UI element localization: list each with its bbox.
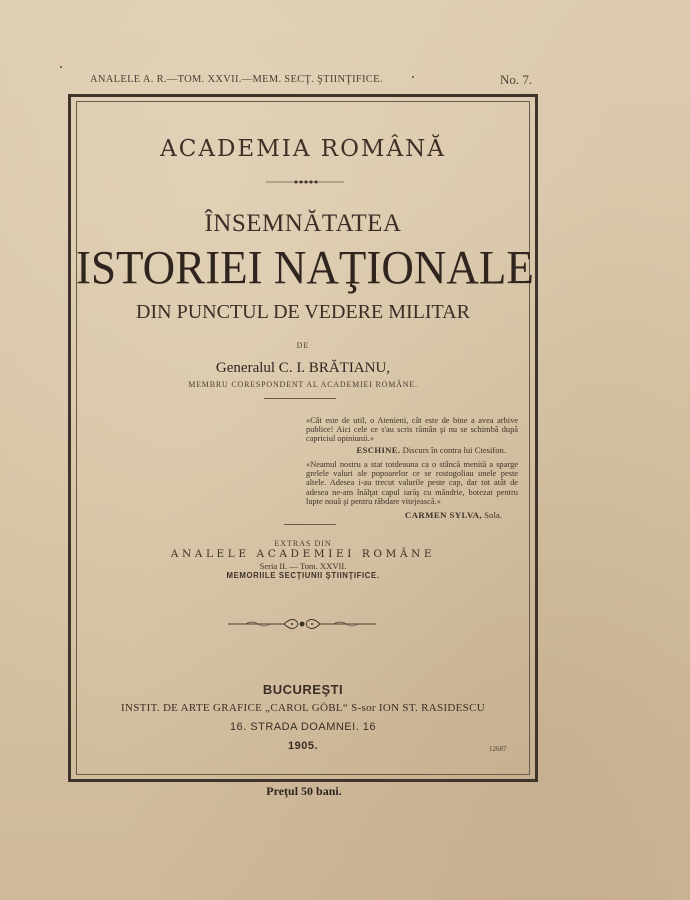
paper-speck	[412, 76, 414, 78]
flourish-ornament	[226, 616, 378, 632]
print-code: 12687	[489, 745, 507, 753]
author-title: MEMBRU CORESPONDENT AL ACADEMIEI ROMÂNE.	[188, 380, 418, 389]
dotted-rule-ornament	[266, 178, 344, 186]
extract-source: ANALELE ACADEMIEI ROMÂNE	[170, 548, 436, 560]
imprint-address: 16. STRADA DOAMNEI. 16	[229, 721, 377, 733]
by-label: DE	[296, 341, 310, 350]
epigraph-quote-2: «Neamul nostru a stat totdeauna ca o stâncă menită a sparge grelele valuri ale popoarelor ce se rostogoliau unele peste altele. Adesea i-au trecut valurile peste cap, dar tot atât de adesea ne-am înălţat capul iarăş cu mândrie, botezat pentru lupte nouă şi pentru răbdare vitejească.»	[306, 460, 518, 506]
main-title: ISTORIEI NAŢIONALE	[76, 241, 534, 295]
academy-name: ACADEMIA ROMÂNĂ	[160, 136, 446, 162]
imprint-city: BUCUREŞTI	[262, 682, 344, 697]
imprint-year: 1905.	[287, 740, 319, 752]
issue-number: No. 7.	[500, 72, 533, 87]
title-line-1: ÎNSEMNĂTATEA	[204, 210, 402, 237]
epigraph-quote-1: «Cât este de util, o Atenieni, cât este de bine a avea arhive publice! Aici cele ce s'au scris rămân şi nu se schimbă după capriciul opiniunii.»	[306, 416, 518, 444]
divider-rule	[284, 524, 336, 525]
extract-label: EXTRAS DIN	[274, 539, 332, 548]
epigraph-author-1: ESCHINE.	[356, 445, 401, 455]
epigraph-source-1: Discurs în contra lui Ctesifon.	[402, 445, 506, 455]
subtitle: DIN PUNCTUL DE VEDERE MILITAR	[136, 301, 470, 323]
epigraph-attribution-2	[306, 510, 502, 520]
epigraph-attribution-1	[306, 445, 506, 455]
author-name: Generalul C. I. BRĂTIANU,	[215, 360, 391, 376]
epigraph-source-2: Sola.	[484, 510, 502, 520]
imprint-printer: INSTIT. DE ARTE GRAFICE „CAROL GÖBL“ S-sor ION ST. RASIDESCU	[121, 702, 485, 714]
series-header: ANALELE A. R.—TOM. XXVII.—MEM. SECŢ. ŞTIINŢIFICE.	[90, 74, 383, 85]
extract-series: Seria II. — Tom. XXVII.	[259, 561, 347, 571]
epigraph-author-2: CARMEN SYLVA,	[404, 510, 482, 520]
price-label: Preţul 50 bani.	[266, 784, 342, 798]
extract-memoir: MEMORIILE SECŢIUNII ŞTIINŢIFICE.	[226, 571, 380, 580]
paper-speck	[60, 66, 62, 68]
divider-rule	[264, 398, 336, 399]
